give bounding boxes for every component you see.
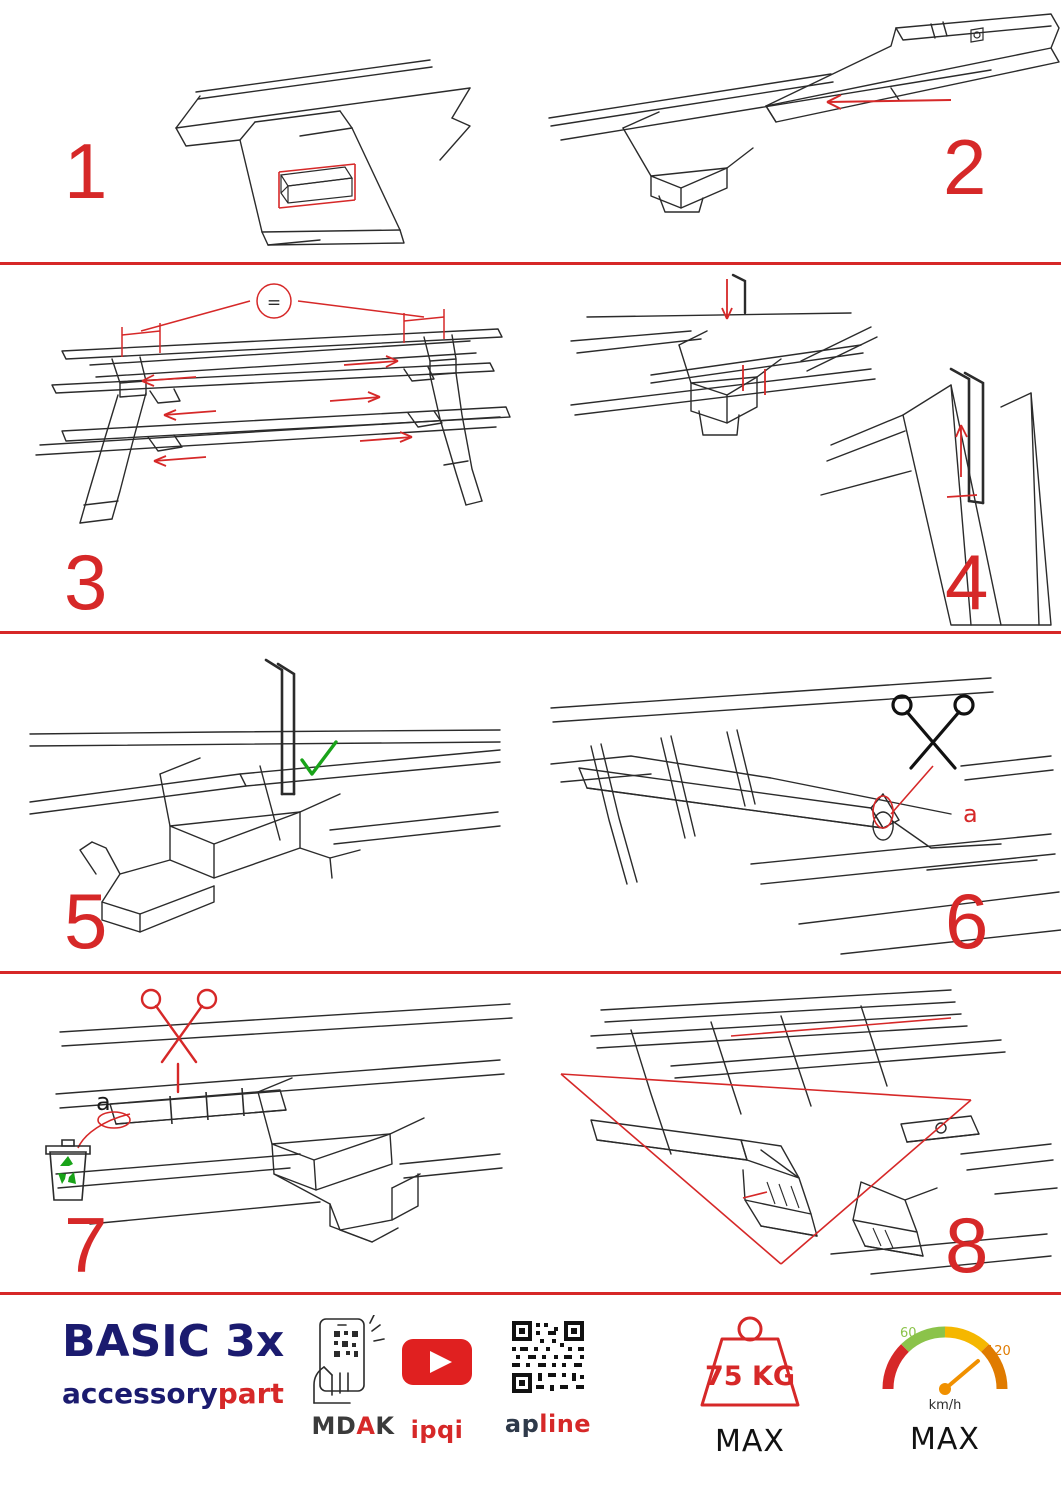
step-number-6: 6: [945, 877, 988, 965]
speedometer-icon: [860, 1303, 1030, 1415]
brand-title: [62, 1316, 292, 1367]
step-row-1: [0, 0, 1061, 262]
step-panel-1: [0, 0, 530, 262]
speed-tick-min: 60: [900, 1326, 917, 1341]
logo-caption-ipqi: ipqi: [410, 1416, 464, 1444]
max-speed-block: [860, 1303, 1030, 1457]
qr-code-icon[interactable]: [468, 1317, 628, 1395]
part-label-a-step7: a: [96, 1088, 111, 1116]
logo-apline: [468, 1317, 628, 1438]
brand-sub-second: part: [217, 1377, 284, 1410]
step-panel-6: [531, 634, 1061, 971]
step-panel-7: [0, 974, 530, 1292]
step-panel-2: [531, 0, 1061, 262]
step-number-3: 3: [64, 538, 107, 626]
brand-sub-first: accessory: [62, 1377, 218, 1410]
step-panel-4: [531, 265, 1061, 631]
max-load-value: 75 KG: [704, 1361, 796, 1392]
step-number-5: 5: [64, 877, 107, 965]
logo-caption-apline: [468, 1410, 628, 1438]
brand-title-main: BASIC 3: [62, 1316, 256, 1367]
step-panel-5: [0, 634, 530, 971]
brand-subtitle: [62, 1377, 292, 1410]
equals-annotation: =: [266, 293, 282, 313]
step-panel-3: [0, 265, 530, 631]
max-speed-label: MAX: [910, 1422, 980, 1457]
mdak-caption-tail: K: [375, 1412, 395, 1440]
brand-block: [62, 1316, 292, 1410]
max-load-label: MAX: [715, 1424, 785, 1459]
step-number-4: 4: [945, 538, 988, 626]
apline-caption-second: line: [539, 1410, 592, 1438]
weight-icon: [660, 1305, 840, 1415]
max-load-block: [660, 1305, 840, 1459]
step-number-8: 8: [945, 1201, 988, 1289]
part-label-a-step6: a: [963, 800, 978, 828]
step-panel-8: [531, 974, 1061, 1292]
step-number-7: 7: [64, 1201, 107, 1289]
speed-unit: km/h: [928, 1398, 962, 1413]
step-row-3: [0, 634, 1061, 971]
mdak-caption-main: MD: [311, 1412, 357, 1440]
step-number-1: 1: [64, 127, 107, 215]
mdak-caption-accent: A: [356, 1412, 376, 1440]
step-number-2: 2: [943, 123, 986, 211]
step-row-2: [0, 265, 1061, 631]
footer: [0, 1295, 1061, 1500]
brand-title-suffix: x: [255, 1316, 285, 1367]
step-row-4: [0, 974, 1061, 1292]
apline-caption-first: ap: [504, 1410, 540, 1438]
speed-tick-max: 120: [986, 1344, 1011, 1359]
qr-glyph: [334, 1331, 358, 1357]
